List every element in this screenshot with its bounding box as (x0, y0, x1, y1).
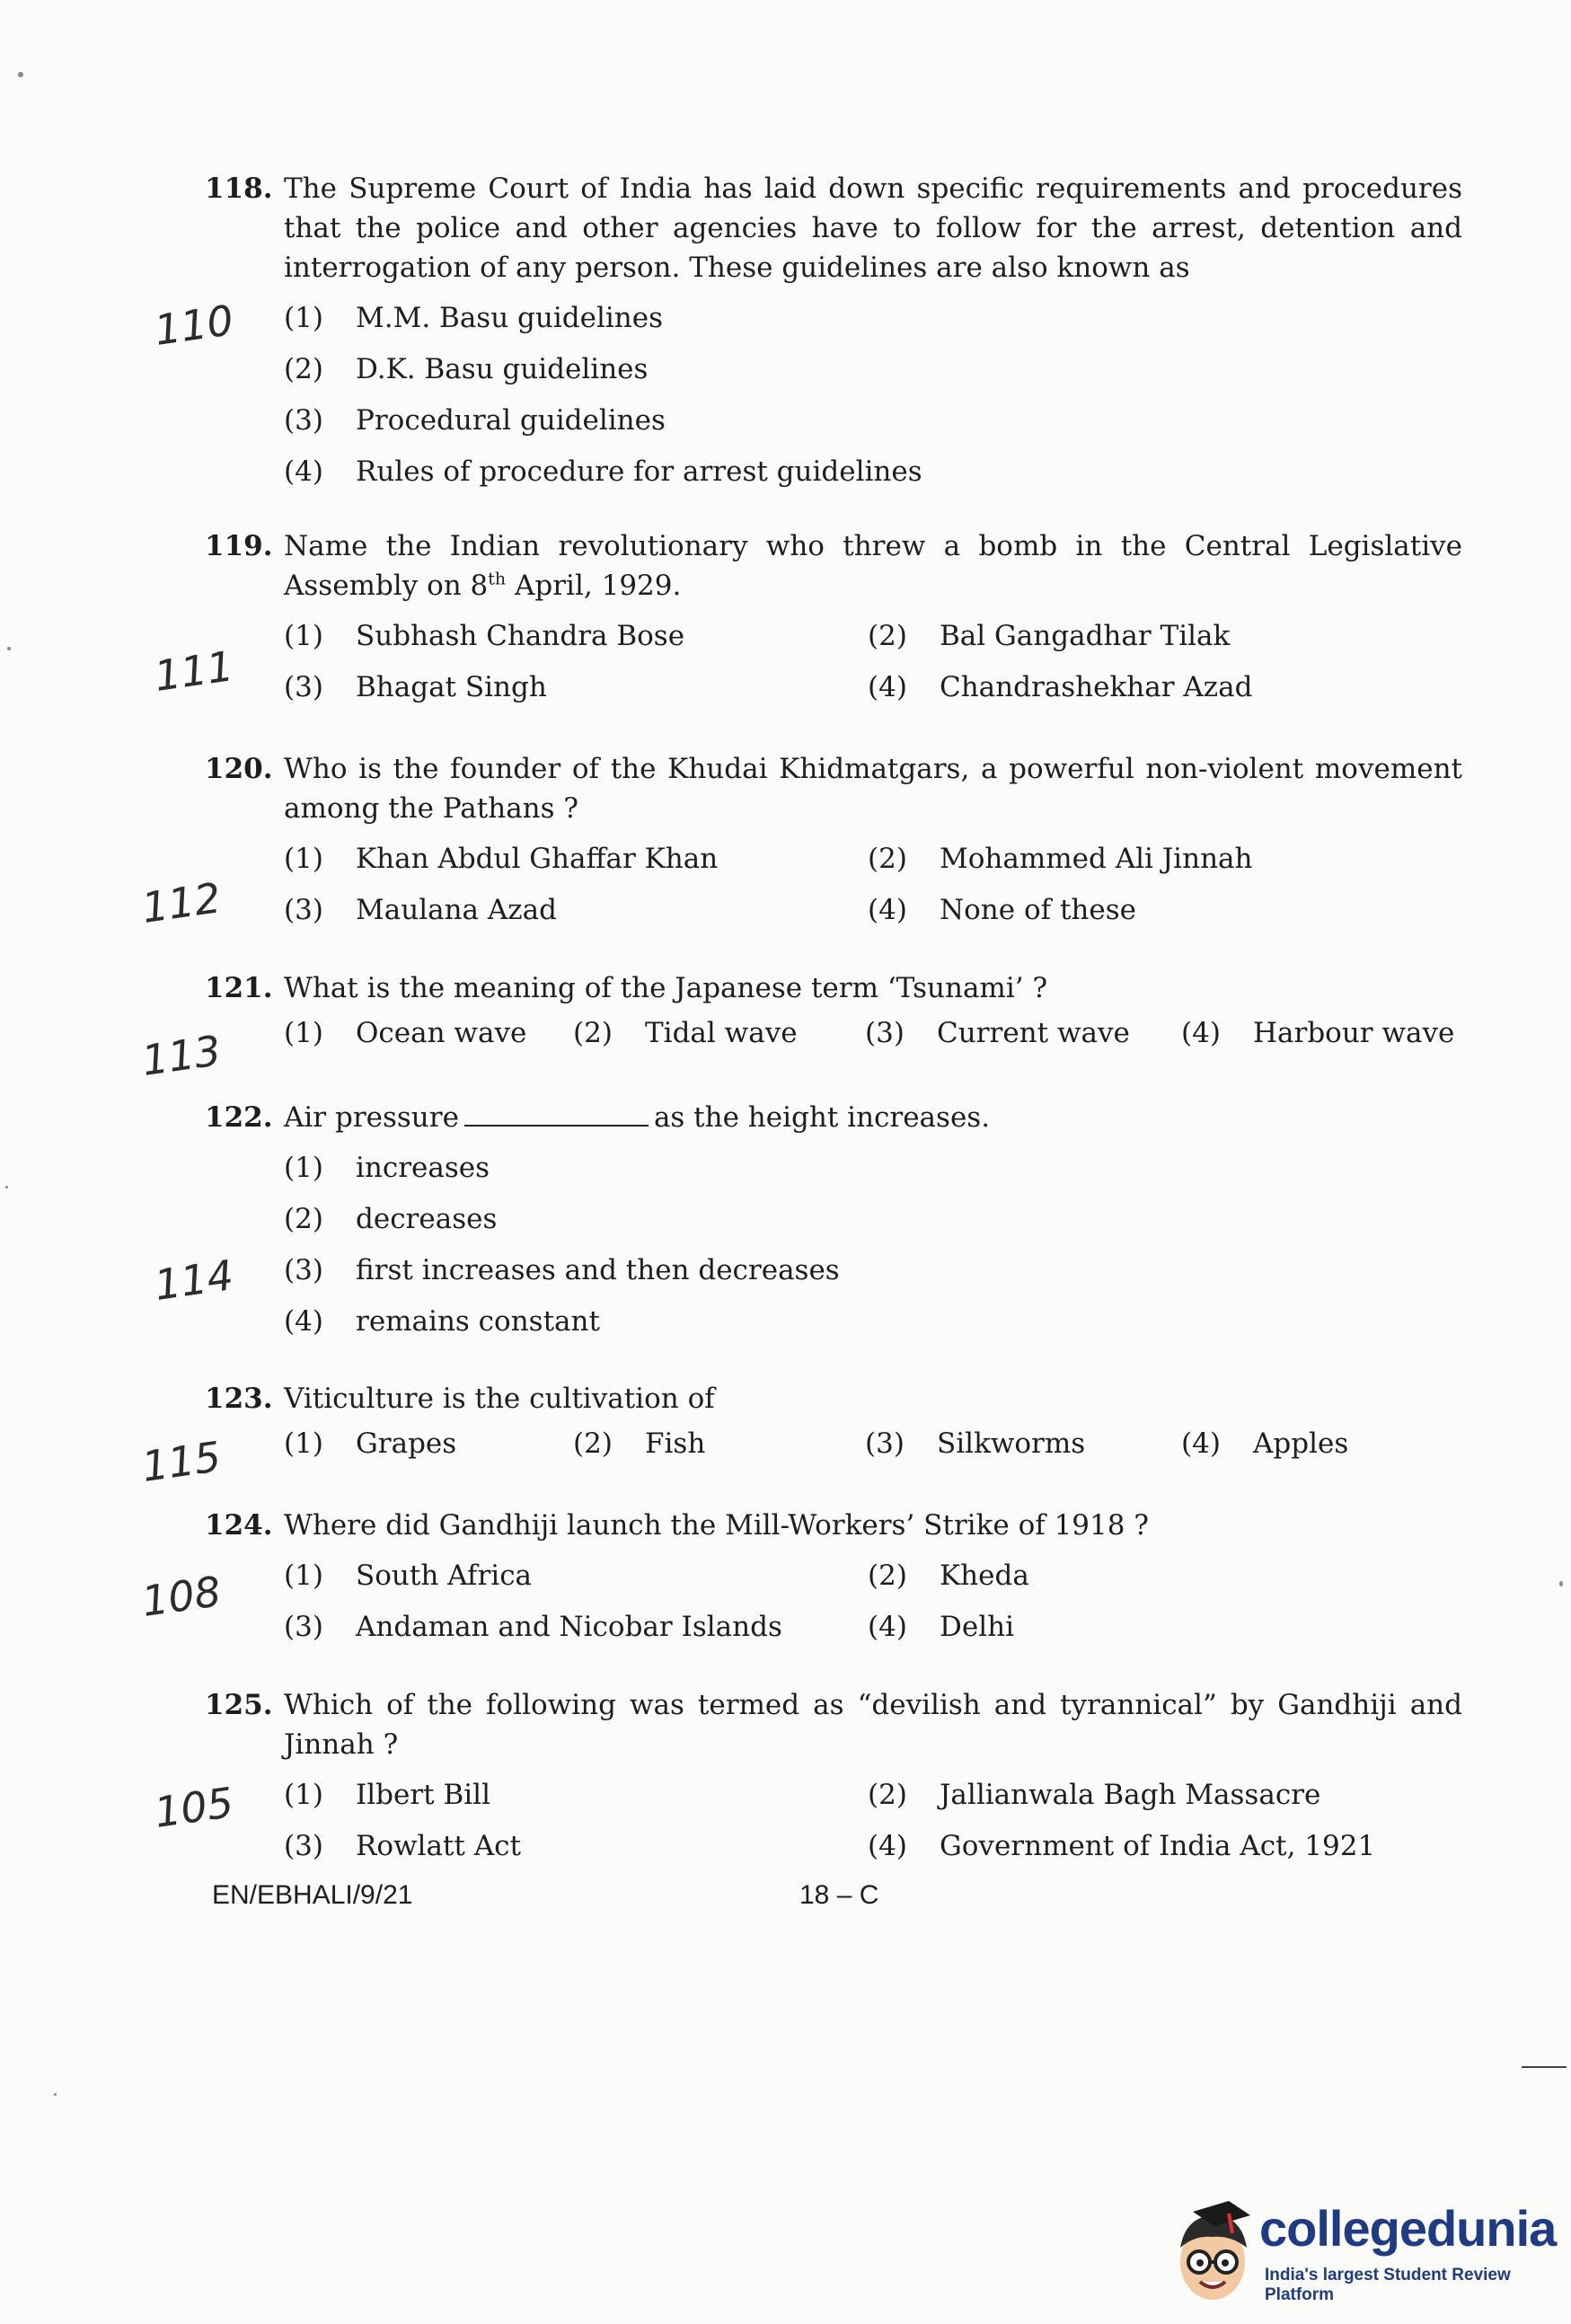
option-number: (4) (284, 455, 323, 488)
option (284, 1250, 1462, 1302)
handwritten-mark: 110 (151, 296, 237, 355)
scan-speck (18, 72, 23, 77)
scan-speck (54, 2093, 57, 2096)
question-123 (205, 1379, 1462, 1475)
option-text: decreases (356, 1203, 498, 1235)
paper-code: EN/EBHALI/9/21 (212, 1880, 413, 1910)
handwritten-mark: 113 (138, 1026, 225, 1085)
option-text: Bal Gangadhar Tilak (940, 620, 1231, 652)
option (1181, 1013, 1455, 1065)
option (284, 1775, 868, 1826)
option-text: Ocean wave (356, 1017, 527, 1049)
handwritten-mark: 115 (138, 1432, 225, 1491)
options-list (205, 839, 1462, 941)
option-text: Kheda (940, 1560, 1029, 1592)
answer-blank (464, 1103, 649, 1127)
question-number: 122. (205, 1101, 273, 1134)
question-124 (205, 1506, 1462, 1658)
question-stem (205, 1685, 1462, 1764)
question-118 (205, 169, 1462, 503)
option-number: (4) (868, 671, 907, 703)
question-number: 124. (205, 1509, 273, 1542)
option (868, 890, 1452, 941)
option-number: (3) (284, 671, 323, 703)
option (284, 1607, 868, 1658)
handwritten-mark: 105 (151, 1778, 237, 1837)
option (284, 890, 868, 941)
option-number: (4) (868, 1830, 907, 1862)
option (868, 1826, 1452, 1878)
option-text: Grapes (356, 1427, 457, 1460)
option-text: Maulana Azad (356, 894, 557, 926)
option (868, 1607, 1452, 1658)
options-list (205, 616, 1462, 719)
option (284, 1556, 868, 1607)
option (284, 839, 868, 890)
option-number: (3) (865, 1017, 905, 1049)
question-stem (205, 1098, 1462, 1137)
options-list (205, 1013, 1462, 1065)
option-number: (3) (284, 1254, 323, 1286)
option-text: Apples (1253, 1427, 1349, 1460)
question-number: 119. (205, 530, 273, 562)
question-number: 118. (205, 172, 273, 205)
question-stem (205, 749, 1462, 828)
option (284, 1148, 1462, 1199)
option-text: South Africa (356, 1560, 533, 1592)
question-125 (205, 1685, 1462, 1878)
option-number: (4) (1181, 1427, 1221, 1460)
option-number: (3) (284, 1830, 323, 1862)
question-text: Where did Gandhiji launch the Mill-Workers’ Strike of 1918 ? (284, 1509, 1149, 1542)
question-120 (205, 749, 1462, 941)
option-number: (2) (868, 620, 907, 652)
option-text: Ilbert Bill (356, 1779, 491, 1811)
question-text: Which of the following was termed as “devilish and tyrannical” by Gandhiji and Jinnah ? (284, 1689, 1462, 1761)
option-number: (4) (284, 1305, 323, 1338)
option-text: Fish (645, 1427, 706, 1460)
option-text: increases (356, 1152, 490, 1184)
option-number: (2) (868, 843, 907, 875)
question-number: 121. (205, 972, 273, 1004)
option (284, 1013, 573, 1065)
option-number: (3) (284, 894, 323, 926)
option (573, 1424, 865, 1475)
option-text: None of these (940, 894, 1136, 926)
question-119 (205, 526, 1462, 719)
question-text: Name the Indian revolutionary who threw a bomb in the Central Legislative Assembly on 8th April, 1929. (284, 530, 1462, 602)
option (1181, 1424, 1451, 1475)
option-text: Current wave (937, 1017, 1130, 1049)
question-stem (205, 169, 1462, 287)
option-text: Rowlatt Act (356, 1830, 521, 1862)
option-text: Delhi (940, 1611, 1014, 1643)
option-number: (2) (573, 1427, 613, 1460)
option-number: (1) (284, 843, 323, 875)
question-text: Who is the founder of the Khudai Khidmatgars, a powerful non-violent movement among the Pathans ? (284, 753, 1462, 825)
option-number: (1) (284, 1152, 323, 1184)
handwritten-mark: 112 (138, 873, 225, 932)
question-number: 120. (205, 753, 273, 785)
option-number: (1) (284, 1779, 323, 1811)
question-stem (205, 968, 1462, 1008)
option-text: Bhagat Singh (356, 671, 547, 703)
options-list (205, 298, 1462, 503)
option-number: (2) (284, 1203, 323, 1235)
question-number: 123. (205, 1383, 273, 1415)
handwritten-mark: 108 (138, 1567, 225, 1626)
question-text: Viticulture is the cultivation of (284, 1383, 715, 1415)
option-number: (1) (284, 302, 323, 334)
option (865, 1424, 1181, 1475)
option (284, 616, 868, 667)
question-stem (205, 1506, 1462, 1545)
option (868, 1556, 1452, 1607)
page-number: 18 – C (799, 1880, 879, 1910)
question-121 (205, 968, 1462, 1065)
option (284, 1826, 868, 1878)
scan-speck (1559, 1581, 1563, 1586)
option-text: D.K. Basu guidelines (356, 353, 649, 385)
option-number: (1) (284, 1560, 323, 1592)
option-number: (1) (284, 1017, 323, 1049)
option-text: Government of India Act, 1921 (940, 1830, 1376, 1862)
option (868, 1775, 1452, 1826)
option-number: (2) (284, 353, 323, 385)
option-number: (1) (284, 620, 323, 652)
option-number: (2) (868, 1560, 907, 1592)
option-text: Jallianwala Bagh Massacre (940, 1779, 1321, 1811)
options-list (205, 1148, 1462, 1353)
option (868, 616, 1452, 667)
question-text: Air pressure as the height increases. (284, 1101, 991, 1134)
option (284, 452, 1462, 503)
option-number: (2) (573, 1017, 613, 1049)
handwritten-mark: 111 (151, 641, 237, 701)
option (284, 1199, 1462, 1250)
option (284, 401, 1462, 452)
option-text: Khan Abdul Ghaffar Khan (356, 843, 719, 875)
option (284, 349, 1462, 401)
option-text: Mohammed Ali Jinnah (940, 843, 1253, 875)
question-stem (205, 526, 1462, 605)
option-text: Harbour wave (1253, 1017, 1455, 1049)
question-number: 125. (205, 1689, 273, 1721)
option-text: Rules of procedure for arrest guidelines (356, 455, 922, 488)
option-number: (4) (868, 1611, 907, 1643)
option-number: (2) (868, 1779, 907, 1811)
option-text: M.M. Basu guidelines (356, 302, 663, 334)
option-number: (3) (284, 1611, 323, 1643)
option-text: Andaman and Nicobar Islands (356, 1611, 782, 1643)
option (284, 667, 868, 719)
mascot-icon (1168, 2192, 1258, 2309)
option-number: (4) (868, 894, 907, 926)
option-text: Silkworms (937, 1427, 1086, 1460)
option-number: (3) (284, 404, 323, 437)
handwritten-mark: 114 (151, 1250, 237, 1310)
option (284, 1424, 573, 1475)
scan-speck (5, 1186, 8, 1189)
option (284, 1302, 1462, 1353)
option (284, 298, 1462, 349)
scan-speck (7, 647, 11, 650)
option (865, 1013, 1181, 1065)
option-number: (3) (865, 1427, 905, 1460)
option-text: first increases and then decreases (356, 1254, 840, 1286)
option (868, 839, 1452, 890)
option-number: (1) (284, 1427, 323, 1460)
options-list (205, 1424, 1462, 1475)
option-text: Tidal wave (645, 1017, 798, 1049)
option-text: Chandrashekhar Azad (940, 671, 1253, 703)
brand-logo (1168, 2192, 1563, 2318)
option (573, 1013, 865, 1065)
options-list (205, 1556, 1462, 1658)
options-list (205, 1775, 1462, 1878)
option (868, 667, 1452, 719)
option-text: remains constant (356, 1305, 600, 1338)
question-text: What is the meaning of the Japanese term ‘Tsunami’ ? (284, 972, 1048, 1004)
question-text: The Supreme Court of India has laid down specific requirements and procedures that the police and other agencies have to follow for the arrest, detention and interrogation of any person. These guidelines are also known as (284, 172, 1462, 284)
question-stem (205, 1379, 1462, 1418)
scan-line (1522, 2066, 1567, 2068)
brand-name: collegedunia (1259, 2200, 1557, 2257)
option-text: Procedural guidelines (356, 404, 666, 437)
option-text: Subhash Chandra Bose (356, 620, 685, 652)
question-122 (205, 1098, 1462, 1353)
brand-tagline: India's largest Student Review Platform (1265, 2266, 1511, 2304)
option-number: (4) (1181, 1017, 1221, 1049)
